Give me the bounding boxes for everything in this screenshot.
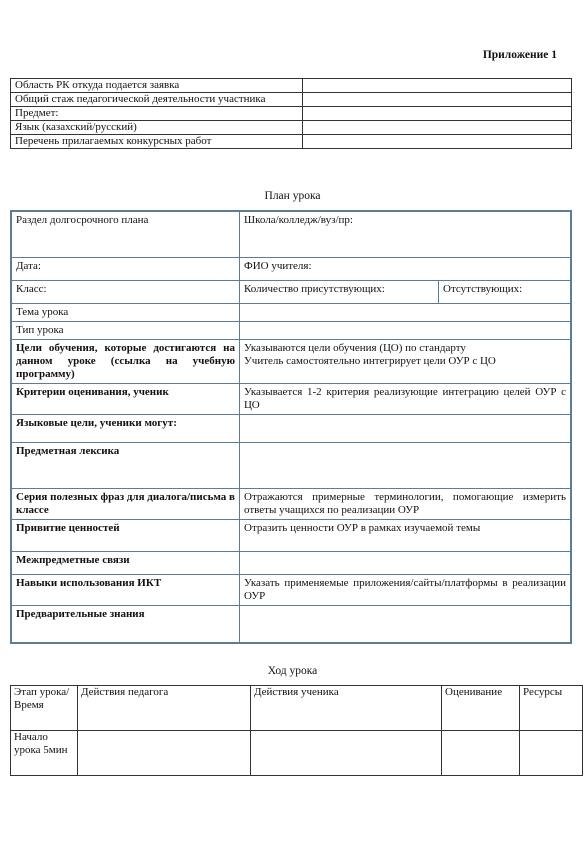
lesson-flow-title: Ход урока [267, 665, 318, 677]
table-row [11, 321, 571, 339]
ict-value[interactable]: Указать применяемые приложения/сайты/платформы в реализации ОУР [240, 574, 572, 605]
table-row [11, 280, 571, 303]
header-assessment: Оценивание [442, 686, 520, 731]
info-value-cell[interactable] [303, 93, 572, 107]
appendix-label: Приложение 1 [482, 49, 557, 61]
lang-goals-label: Языковые цели, ученики могут: [11, 414, 240, 442]
prior-label: Предварительные знания [11, 605, 240, 643]
class-label[interactable]: Класс: [11, 280, 240, 303]
values-label: Привитие ценностей [11, 519, 240, 551]
header-resources: Ресурсы [520, 686, 583, 731]
info-label: Область РК откуда подается заявка [11, 79, 303, 93]
info-label: Общий стаж педагогической деятельности участника [11, 93, 303, 107]
info-label: Перечень прилагаемых конкурсных работ [11, 135, 303, 149]
goals-value[interactable] [240, 339, 572, 383]
section-label: Раздел долгосрочного плана [11, 211, 240, 257]
header-teacher-actions: Действия педагога [78, 686, 251, 731]
topic-label: Тема урока [11, 303, 240, 321]
table-row [11, 107, 572, 121]
info-value-cell[interactable] [303, 79, 572, 93]
criteria-value[interactable]: Указывается 1-2 критерия реализующие интеграцию целей ОУР с ЦО [240, 383, 572, 414]
prior-value[interactable] [240, 605, 572, 643]
type-label: Тип урока [11, 321, 240, 339]
table-row [11, 414, 571, 442]
table-row [11, 731, 583, 776]
goals-text-1: Указываются цели обучения (ЦО) по стандарту [244, 341, 466, 354]
applicant-info-table [10, 78, 572, 149]
lesson-plan-table [10, 210, 572, 644]
goals-text-2: Учитель самостоятельно интегрирует цели ОУР с ЦО [244, 354, 496, 367]
table-row [11, 574, 571, 605]
table-row [11, 135, 572, 149]
intersubject-value[interactable] [240, 551, 572, 574]
criteria-label: Критерии оценивания, ученик [11, 383, 240, 414]
table-row [11, 686, 583, 731]
vocab-label: Предметная лексика [11, 442, 240, 488]
info-label: Язык (казахский/русский) [11, 121, 303, 135]
date-label[interactable]: Дата: [11, 257, 240, 280]
student-actions-cell[interactable] [251, 731, 442, 776]
school-label[interactable]: Школа/колледж/вуз/пр: [240, 211, 572, 257]
table-row [11, 211, 571, 257]
vocab-value[interactable] [240, 442, 572, 488]
table-row [11, 442, 571, 488]
table-row [11, 121, 572, 135]
assessment-cell[interactable] [442, 731, 520, 776]
teacher-label[interactable]: ФИО учителя: [240, 257, 572, 280]
values-value[interactable]: Отразить ценности ОУР в рамках изучаемой темы [240, 519, 572, 551]
phrases-value[interactable]: Отражаются примерные терминологии, помогающие измерить ответы учащихся по реализации ОУР [240, 488, 572, 519]
topic-value[interactable] [240, 303, 572, 321]
info-label: Предмет: [11, 107, 303, 121]
goals-label: Цели обучения, которые достигаются на данном уроке (ссылка на учебную программу) [11, 339, 240, 383]
intersubject-label: Межпредметные связи [11, 551, 240, 574]
header-student-actions: Действия ученика [251, 686, 442, 731]
header-stage: Этап урока/ Время [11, 686, 78, 731]
table-row [11, 605, 571, 643]
table-row [11, 303, 571, 321]
table-row [11, 383, 571, 414]
ict-label: Навыки использования ИКТ [11, 574, 240, 605]
info-value-cell[interactable] [303, 107, 572, 121]
resources-cell[interactable] [520, 731, 583, 776]
teacher-actions-cell[interactable] [78, 731, 251, 776]
plan-title: План урока [264, 190, 321, 202]
table-row [11, 519, 571, 551]
table-row [11, 79, 572, 93]
stage-start: Начало урока 5мин [11, 731, 78, 776]
phrases-label: Серия полезных фраз для диалога/письма в классе [11, 488, 240, 519]
lesson-flow-table [10, 685, 583, 776]
present-label[interactable]: Количество присутствующих: [240, 280, 439, 303]
table-row [11, 551, 571, 574]
table-row [11, 339, 571, 383]
table-row [11, 257, 571, 280]
type-value[interactable] [240, 321, 572, 339]
table-row [11, 93, 572, 107]
table-row [11, 488, 571, 519]
lang-goals-value[interactable] [240, 414, 572, 442]
info-value-cell[interactable] [303, 121, 572, 135]
info-value-cell[interactable] [303, 135, 572, 149]
absent-label[interactable]: Отсутствующих: [439, 280, 572, 303]
